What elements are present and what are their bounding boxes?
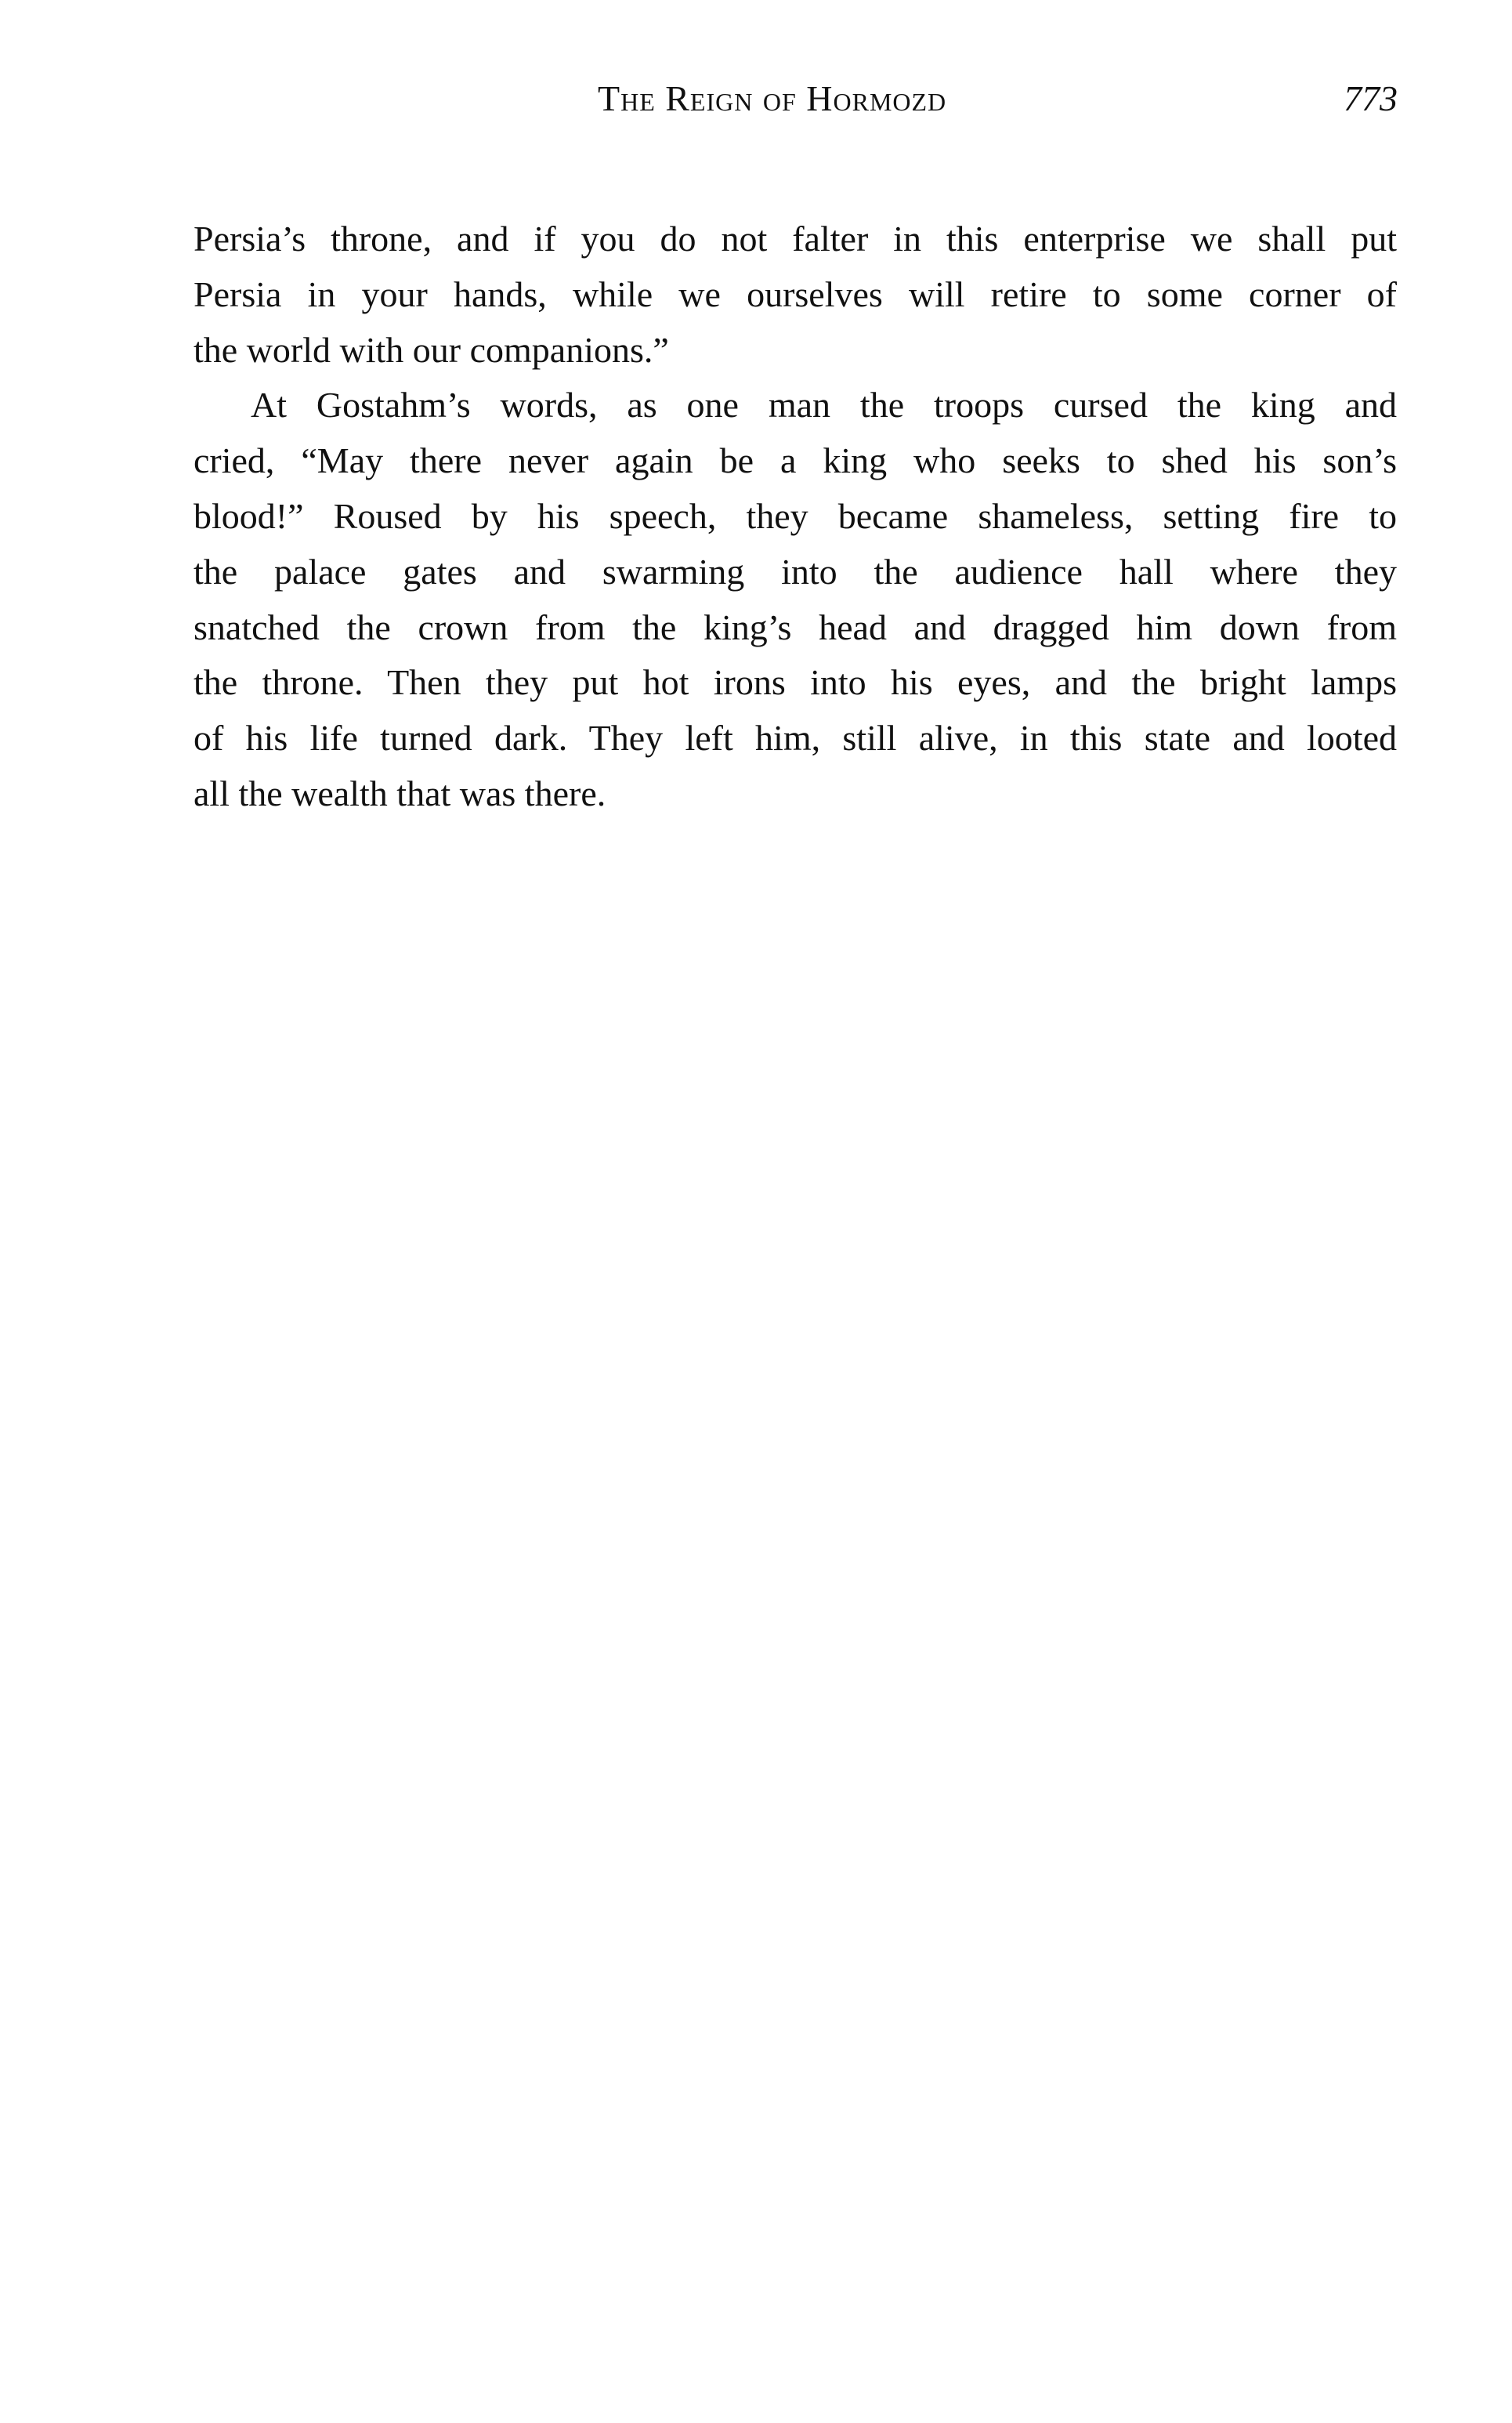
text-line: the throne. Then they put hot irons into his eyes, and the bright lamps [194,662,1397,703]
text-line: cried, “May there never again be a king who seeks to shed his son’s [194,440,1397,481]
text-line: of his life turned dark. They left him, still alive, in this state and looted [194,718,1397,759]
text-line: Persia in your hands, while we ourselves will retire to some corner of [194,273,1397,314]
running-head [0,75,1512,122]
page-number: 773 [1344,78,1398,118]
text-line: Persia’s throne, and if you do not falter in this enterprise we shall put [194,219,1397,259]
text-line: snatched the crown from the king’s head and dragged him down from [194,607,1397,647]
text-line: the world with our companions.” [194,329,669,370]
chapter-title: The Reign of Hormozd [598,78,947,118]
paragraph [194,378,1397,821]
text-line: At Gostahm’s words, as one man the troops cursed the king and [251,385,1397,426]
text-line: blood!” Roused by his speech, they became shameless, setting fire to [194,495,1397,536]
text-line: the palace gates and swarming into the audience hall where they [194,551,1397,592]
body-text [194,212,1397,822]
text-line: all the wealth that was there. [194,773,606,813]
paragraph [194,212,1397,378]
